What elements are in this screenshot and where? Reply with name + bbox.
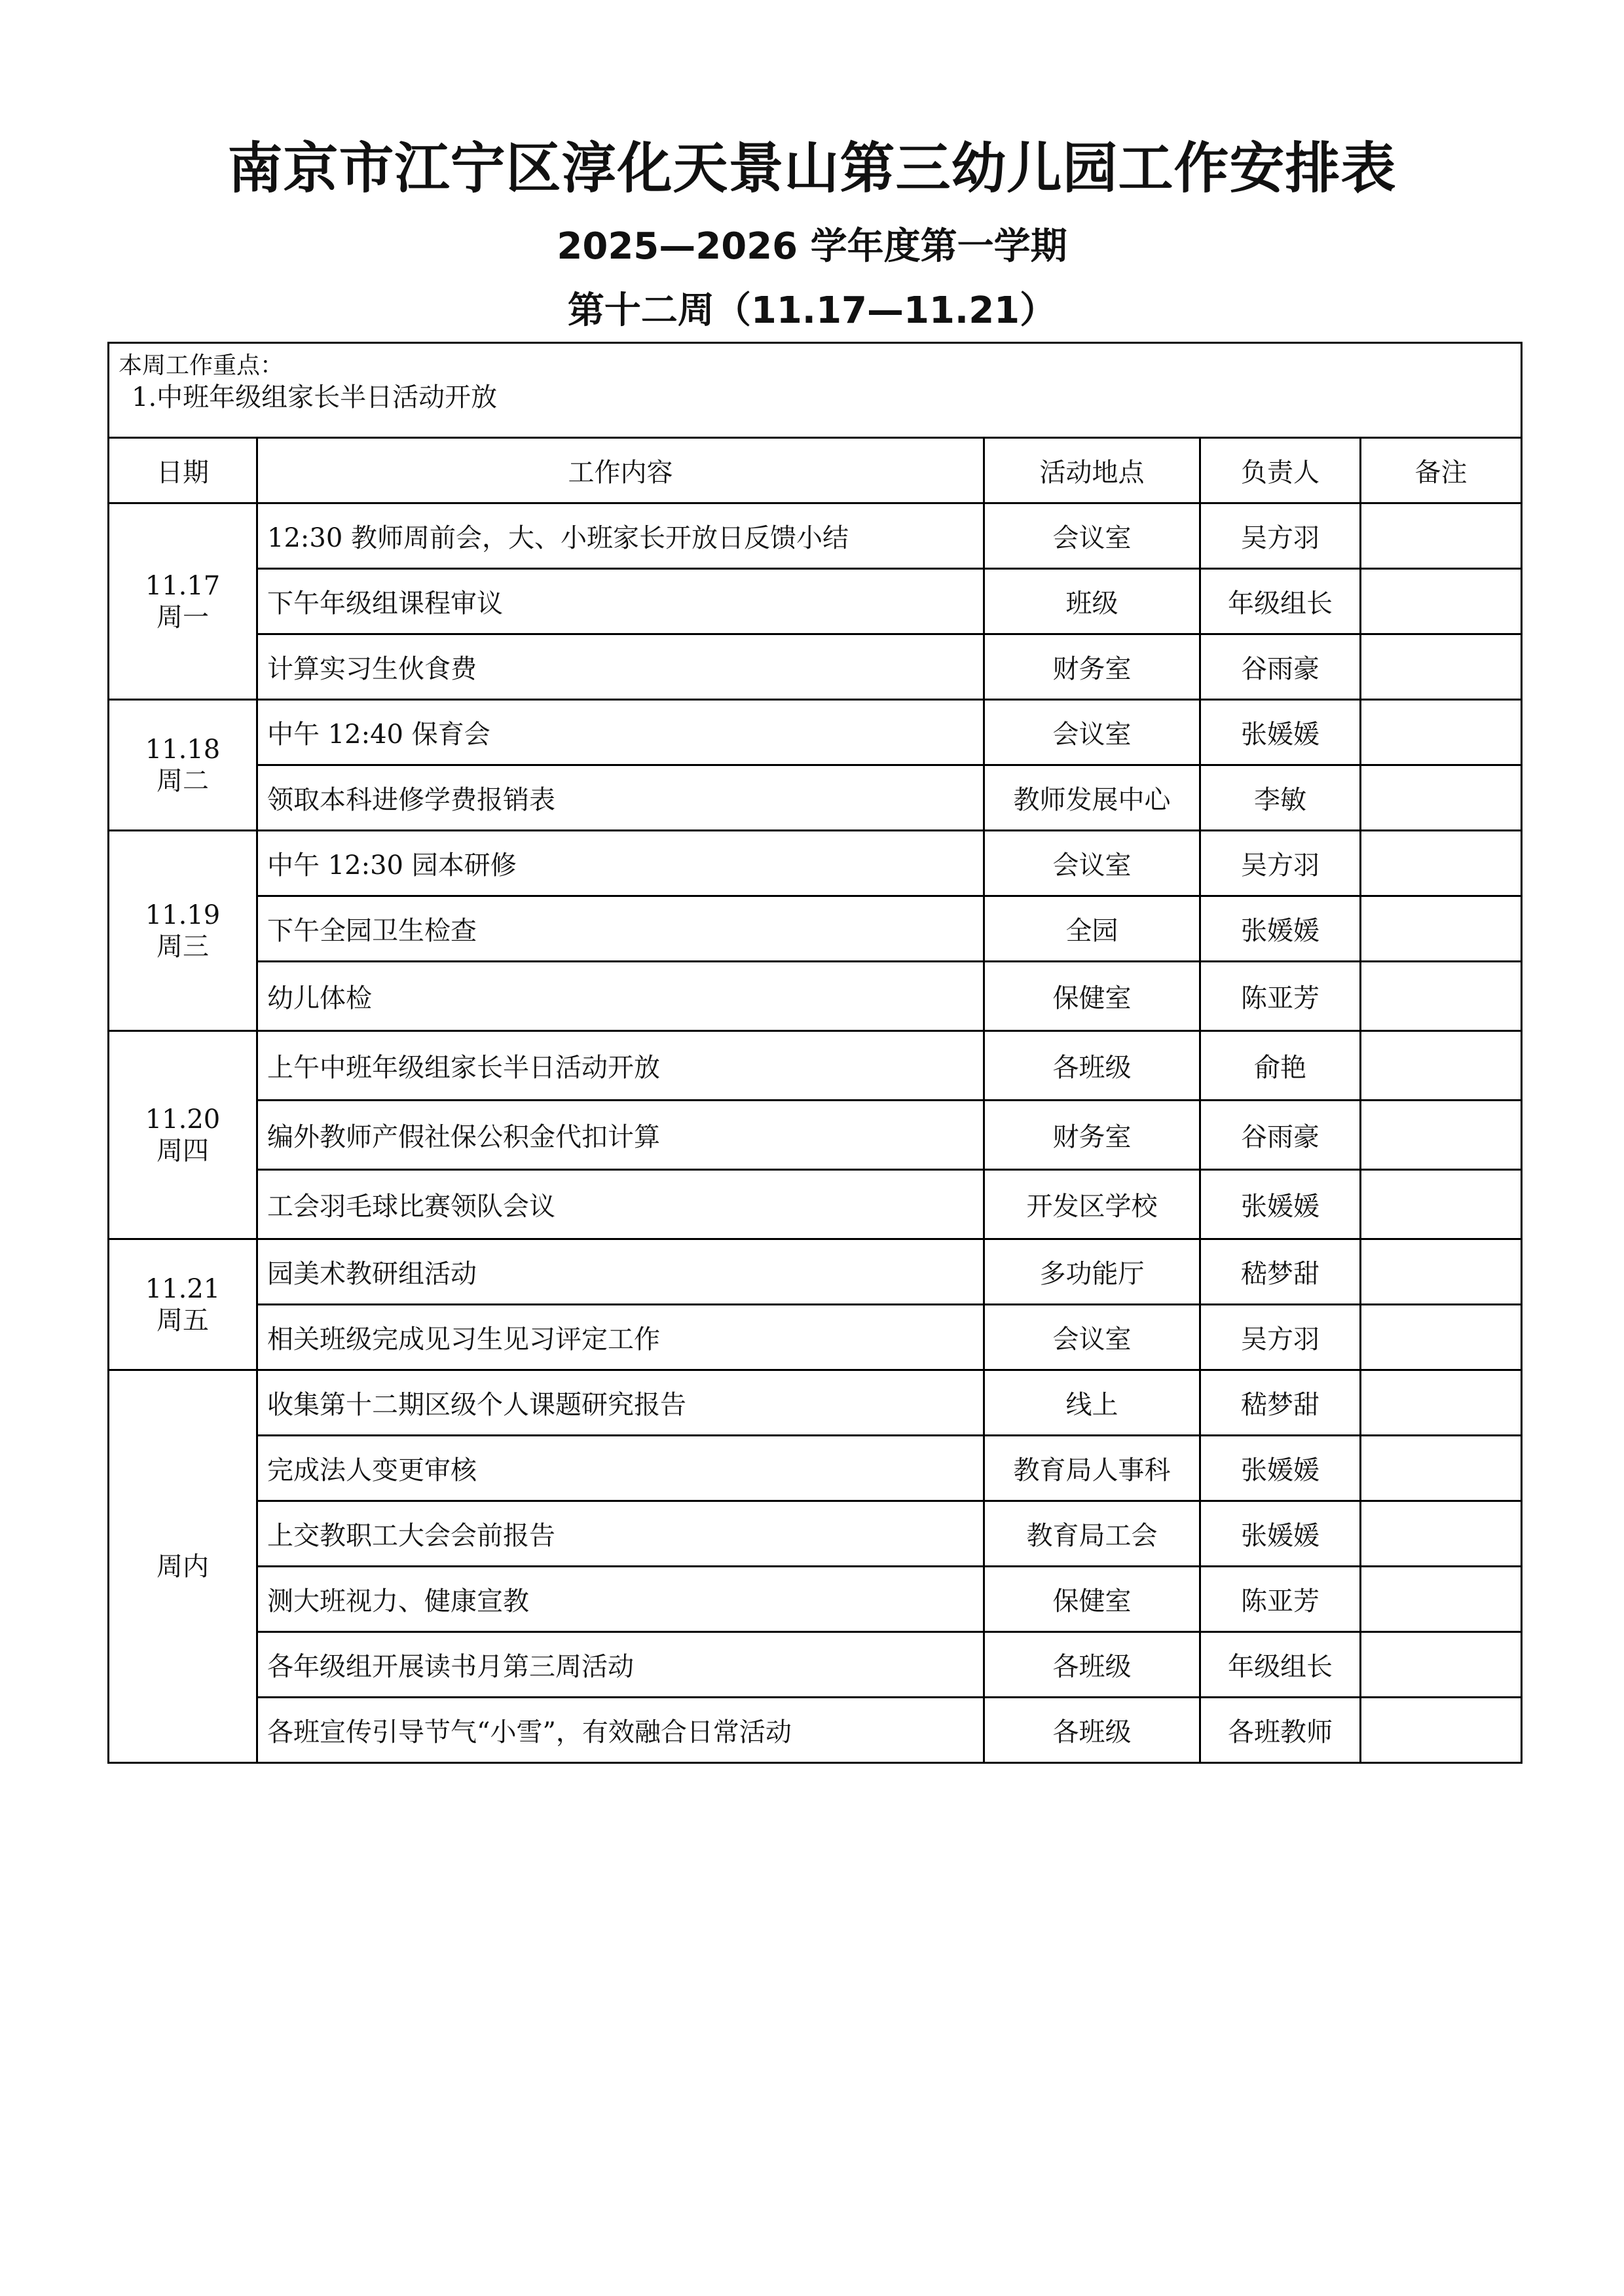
task-remarks: [1361, 1501, 1522, 1567]
task-owner: 张媛媛: [1200, 700, 1361, 765]
task-content: 幼儿体检: [257, 962, 984, 1031]
table-row: [109, 896, 1522, 962]
table-row: [109, 1031, 1522, 1101]
task-remarks: [1361, 569, 1522, 634]
task-owner: 嵇梦甜: [1200, 1239, 1361, 1305]
task-owner: 张媛媛: [1200, 1436, 1361, 1501]
task-content: 中午 12:40 保育会: [257, 700, 984, 765]
task-content: 12:30 教师周前会，大、小班家长开放日反馈小结: [257, 503, 984, 569]
task-location: 各班级: [984, 1031, 1200, 1101]
table-row: [109, 503, 1522, 569]
task-location: 会议室: [984, 503, 1200, 569]
task-content: 领取本科进修学费报销表: [257, 765, 984, 831]
task-remarks: [1361, 1101, 1522, 1170]
task-location: 班级: [984, 569, 1200, 634]
page-title: 南京市江宁区淳化天景山第三幼儿园工作安排表: [227, 136, 1397, 200]
header-date: 日期: [109, 438, 257, 503]
table-row: [109, 1239, 1522, 1305]
focus-label: 本周工作重点：: [119, 352, 284, 379]
table-row: [109, 1436, 1522, 1501]
task-owner: 吴方羽: [1200, 1305, 1361, 1370]
task-remarks: [1361, 1170, 1522, 1239]
task-content: 上交教职工大会会前报告: [257, 1501, 984, 1567]
table-row: [109, 634, 1522, 700]
semester-subtitle: 2025—2026 学年度第一学期: [557, 225, 1067, 268]
task-location: 会议室: [984, 831, 1200, 896]
day-date: 11.18: [145, 734, 221, 765]
task-owner: 李敏: [1200, 765, 1361, 831]
task-content: 下午全园卫生检查: [257, 896, 984, 962]
day-date: 11.17: [145, 570, 221, 601]
task-owner: 嵇梦甜: [1200, 1370, 1361, 1436]
task-remarks: [1361, 765, 1522, 831]
task-content: 收集第十二期区级个人课题研究报告: [257, 1370, 984, 1436]
task-owner: 张媛媛: [1200, 1501, 1361, 1567]
day-weekday: 周三: [157, 931, 209, 962]
task-location: 教育局人事科: [984, 1436, 1200, 1501]
task-content: 上午中班年级组家长半日活动开放: [257, 1031, 984, 1101]
day-weekday: 周一: [157, 602, 209, 632]
table-row: [109, 1501, 1522, 1567]
task-content: 各年级组开展读书月第三周活动: [257, 1632, 984, 1698]
table-row: [109, 1101, 1522, 1170]
task-owner: 张媛媛: [1200, 896, 1361, 962]
task-location: 教育局工会: [984, 1501, 1200, 1567]
table-row: [109, 1170, 1522, 1239]
task-location: 各班级: [984, 1632, 1200, 1698]
task-remarks: [1361, 1436, 1522, 1501]
table-row: [109, 569, 1522, 634]
task-owner: 年级组长: [1200, 1632, 1361, 1698]
task-location: 教师发展中心: [984, 765, 1200, 831]
table-row: [109, 831, 1522, 896]
task-remarks: [1361, 1239, 1522, 1305]
day-cell: [109, 700, 257, 831]
task-owner: 吴方羽: [1200, 831, 1361, 896]
task-location: 财务室: [984, 634, 1200, 700]
task-owner: 谷雨豪: [1200, 634, 1361, 700]
task-remarks: [1361, 831, 1522, 896]
task-content: 编外教师产假社保公积金代扣计算: [257, 1101, 984, 1170]
task-location: 多功能厅: [984, 1239, 1200, 1305]
task-location: 保健室: [984, 962, 1200, 1031]
table-row: [109, 962, 1522, 1031]
focus-row: [109, 343, 1522, 438]
task-remarks: [1361, 1031, 1522, 1101]
day-cell: [109, 831, 257, 1031]
header-row: [109, 438, 1522, 503]
task-remarks: [1361, 1370, 1522, 1436]
task-location: 保健室: [984, 1567, 1200, 1632]
table-row: [109, 1698, 1522, 1763]
task-location: 会议室: [984, 1305, 1200, 1370]
task-remarks: [1361, 1305, 1522, 1370]
task-location: 线上: [984, 1370, 1200, 1436]
task-content: 计算实习生伙食费: [257, 634, 984, 700]
task-remarks: [1361, 503, 1522, 569]
task-remarks: [1361, 896, 1522, 962]
task-location: 财务室: [984, 1101, 1200, 1170]
task-owner: 吴方羽: [1200, 503, 1361, 569]
table-row: [109, 700, 1522, 765]
task-remarks: [1361, 962, 1522, 1031]
task-remarks: [1361, 1632, 1522, 1698]
task-owner: 各班教师: [1200, 1698, 1361, 1763]
task-content: 工会羽毛球比赛领队会议: [257, 1170, 984, 1239]
task-owner: 谷雨豪: [1200, 1101, 1361, 1170]
task-content: 各班宣传引导节气“小雪”，有效融合日常活动: [257, 1698, 984, 1763]
task-content: 中午 12:30 园本研修: [257, 831, 984, 896]
task-location: 开发区学校: [984, 1170, 1200, 1239]
table-row: [109, 765, 1522, 831]
task-remarks: [1361, 634, 1522, 700]
focus-item: 1.中班年级组家长半日活动开放: [132, 382, 498, 412]
task-remarks: [1361, 1567, 1522, 1632]
schedule-table: [107, 342, 1522, 1764]
table-row: [109, 1305, 1522, 1370]
day-weekday: 周四: [157, 1135, 209, 1166]
task-content: 下午年级组课程审议: [257, 569, 984, 634]
header-content: 工作内容: [257, 438, 984, 503]
header-remarks: 备注: [1361, 438, 1522, 503]
day-cell: [109, 1239, 257, 1370]
task-owner: 陈亚芳: [1200, 1567, 1361, 1632]
task-owner: 陈亚芳: [1200, 962, 1361, 1031]
task-location: 各班级: [984, 1698, 1200, 1763]
task-owner: 俞艳: [1200, 1031, 1361, 1101]
day-weekday: 周五: [157, 1305, 209, 1336]
day-weekday: 周二: [157, 765, 209, 796]
task-owner: 年级组长: [1200, 569, 1361, 634]
day-weekday: 周内: [157, 1551, 209, 1582]
task-location: 全园: [984, 896, 1200, 962]
weekly-focus: [109, 343, 1522, 438]
table-row: [109, 1632, 1522, 1698]
week-label: 第十二周（11.17—11.21）: [567, 289, 1057, 332]
day-date: 11.20: [145, 1104, 221, 1135]
task-remarks: [1361, 1698, 1522, 1763]
day-date: 11.21: [145, 1273, 221, 1304]
day-date: 11.19: [145, 900, 221, 930]
header-location: 活动地点: [984, 438, 1200, 503]
task-remarks: [1361, 700, 1522, 765]
task-owner: 张媛媛: [1200, 1170, 1361, 1239]
table-row: [109, 1370, 1522, 1436]
task-content: 测大班视力、健康宣教: [257, 1567, 984, 1632]
header-owner: 负责人: [1200, 438, 1361, 503]
task-content: 完成法人变更审核: [257, 1436, 984, 1501]
table-row: [109, 1567, 1522, 1632]
day-cell: [109, 503, 257, 700]
task-content: 相关班级完成见习生见习评定工作: [257, 1305, 984, 1370]
day-cell: [109, 1370, 257, 1763]
task-location: 会议室: [984, 700, 1200, 765]
task-content: 园美术教研组活动: [257, 1239, 984, 1305]
day-cell: [109, 1031, 257, 1239]
